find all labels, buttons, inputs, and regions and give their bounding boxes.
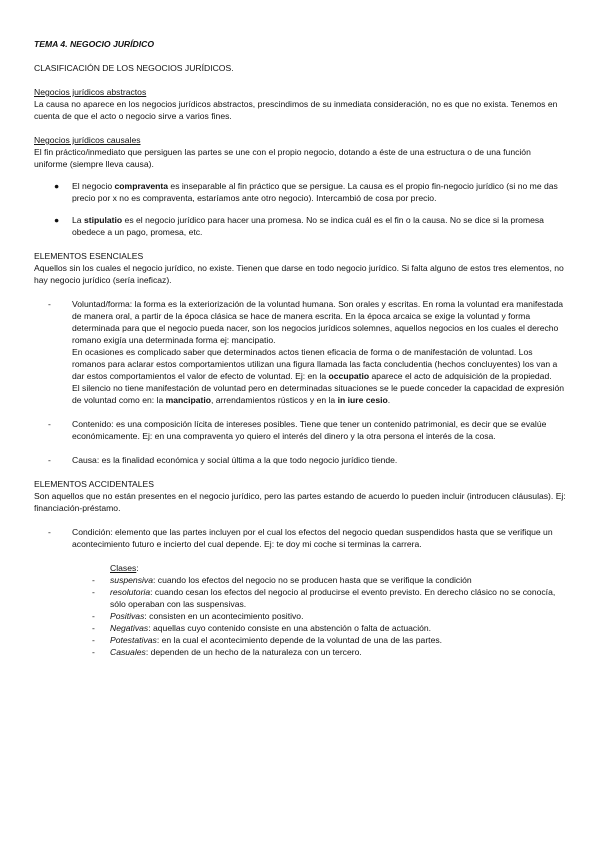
list-item-condicion: - Condición: elemento que las partes incluyen por el cual los efectos del negocio quedan suspendidos hasta que se verifique un acontecimiento futuro e incierto del cual depende. Ej: te doy mi coche si terminas la carrera. — [48, 527, 553, 549]
list-item: - resolutoria: cuando cesan los efectos del negocio al producirse el evento previsto. En derecho clásico no se conocía, sólo operaban con las suspensivas. — [92, 587, 556, 609]
clase-term: Casuales — [110, 647, 146, 657]
clases-list — [34, 574, 566, 658]
heading-esenciales: ELEMENTOS ESENCIALES — [34, 251, 144, 261]
clase-term: resolutoria — [110, 587, 151, 597]
clases-label: Clases: — [110, 563, 139, 573]
paragraph-accidentales: Son aquellos que no están presentes en el negocio jurídico, pero las partes estando de acuerdo lo pueden incluir (introducen cláusulas). Ej: financiación-préstamo. — [34, 491, 566, 513]
list-item-causa: - Causa: es la finalidad económica y social última a la que todo negocio jurídico tiende. — [48, 455, 398, 465]
clase-term: Negativas — [110, 623, 149, 633]
list-item-contenido: - Contenido: es una composición lícita de intereses posibles. Tiene que tener un contenido patrimonial, es decir que se evalúe económicamente. Ej: en una compraventa yo quiero el interés del dinero y la otra persona el interés de la cosa. — [48, 419, 547, 441]
document-page — [34, 38, 566, 658]
clase-desc: : dependen de un hecho de la naturaleza con un tercero. — [145, 647, 362, 657]
bullet-stipulatio: ● La stipulatio es el negocio jurídico para hacer una promesa. No se indica cuál es el fin o la causa. No se dice si la promesa obedece a un pago, promesa, etc. — [54, 215, 544, 237]
heading-accidentales: ELEMENTOS ACCIDENTALES — [34, 479, 155, 489]
list-item: - Positivas: consisten en un acontecimiento positivo. — [92, 611, 304, 621]
paragraph-causales: El fin práctico/inmediato que persiguen las partes se une con el propio negocio, dotando a éste de una estructura o de una función uniforme (siempre lleva causa). — [34, 147, 531, 169]
clase-desc: : cuando los efectos del negocio no se producen hasta que se verifique la condición — [153, 575, 472, 585]
list-item: - Negativas: aquellas cuyo contenido consiste en una abstención o falta de actuación. — [92, 623, 432, 633]
clase-term: Positivas — [110, 611, 145, 621]
clase-desc: : consisten en un acontecimiento positivo. — [144, 611, 304, 621]
clase-term: suspensiva — [110, 575, 153, 585]
list-item: - Casuales: dependen de un hecho de la naturaleza con un tercero. — [92, 647, 362, 657]
clase-desc: : en la cual el acontecimiento depende de la voluntad de una de las partes. — [156, 635, 443, 645]
clase-term: Potestativas — [110, 635, 157, 645]
list-item: - suspensiva: cuando los efectos del negocio no se producen hasta que se verifique la condición — [92, 575, 472, 585]
paragraph-abstractos: La causa no aparece en los negocios jurídicos abstractos, prescindimos de su inmediata consideración, no es que no exista. Tenemos en cuenta de que el acto o negocio sirve a varios fines. — [34, 99, 558, 121]
heading-abstractos: Negocios jurídicos abstractos — [34, 87, 147, 97]
list-item: - Potestativas: en la cual el acontecimiento depende de la voluntad de una de las partes. — [92, 635, 443, 645]
heading-causales: Negocios jurídicos causales — [34, 135, 141, 145]
clase-desc: : cuando cesan los efectos del negocio al producirse el evento previsto. En derecho clásico no se conocía, sólo operaban con las suspensivas. — [110, 587, 556, 609]
bullet-icon: ● — [54, 181, 60, 191]
list-item-voluntad: - Voluntad/forma: la forma es la exteriorización de la voluntad humana. Son orales y escritas. En roma la voluntad era manifestada de manera oral, a partir de la época clásica se hace de manera escrita. En la época arcaica se exige la voluntad y forma determinada para que el negocio pueda nacer, son los negocios jurídicos solemnes, aquellos negocios en los cuales el derecho romano exigía una determinada forma ej: mancipatio. En ocasiones es complicado saber que determinados actos tienen eficacia de forma o de manifestación de voluntad. Los romanos para aclarar estos comportamientos utilizan una figura llamada las facta concludentia (hechos concluyentes) los van a dar estos comportamientos el valor de efecto de voluntad. Ej: en la occupatio aparece el acto de adquisición de la propiedad. El silencio no tiene manifestación de voluntad pero en determinadas situaciones se le puede conceder la capacidad de expresión de voluntad como en: la mancipatio, arrendamientos rústicos y en la in iure cesio. — [48, 299, 565, 405]
paragraph-esenciales: Aquellos sin los cuales el negocio jurídico, no existe. Tienen que darse en todo negocio jurídico. Si falta alguno de estos tres elementos, no hay negocio jurídico (sería ineficaz). — [34, 263, 564, 285]
section-heading-clasificacion: CLASIFICACIÓN DE LOS NEGOCIOS JURÍDICOS. — [34, 63, 234, 73]
bullet-compraventa: ● El negocio compraventa es inseparable al fin práctico que se persigue. La causa es el propio fin-negocio jurídico (si no me das precio por x no es compraventa, estaríamos ante otro negocio). Intercambió de cosa por precio. — [54, 181, 558, 203]
page-title: TEMA 4. NEGOCIO JURÍDICO — [34, 39, 155, 49]
bullet-icon: ● — [54, 215, 60, 225]
clase-desc: : aquellas cuyo contenido consiste en una abstención o falta de actuación. — [148, 623, 432, 633]
